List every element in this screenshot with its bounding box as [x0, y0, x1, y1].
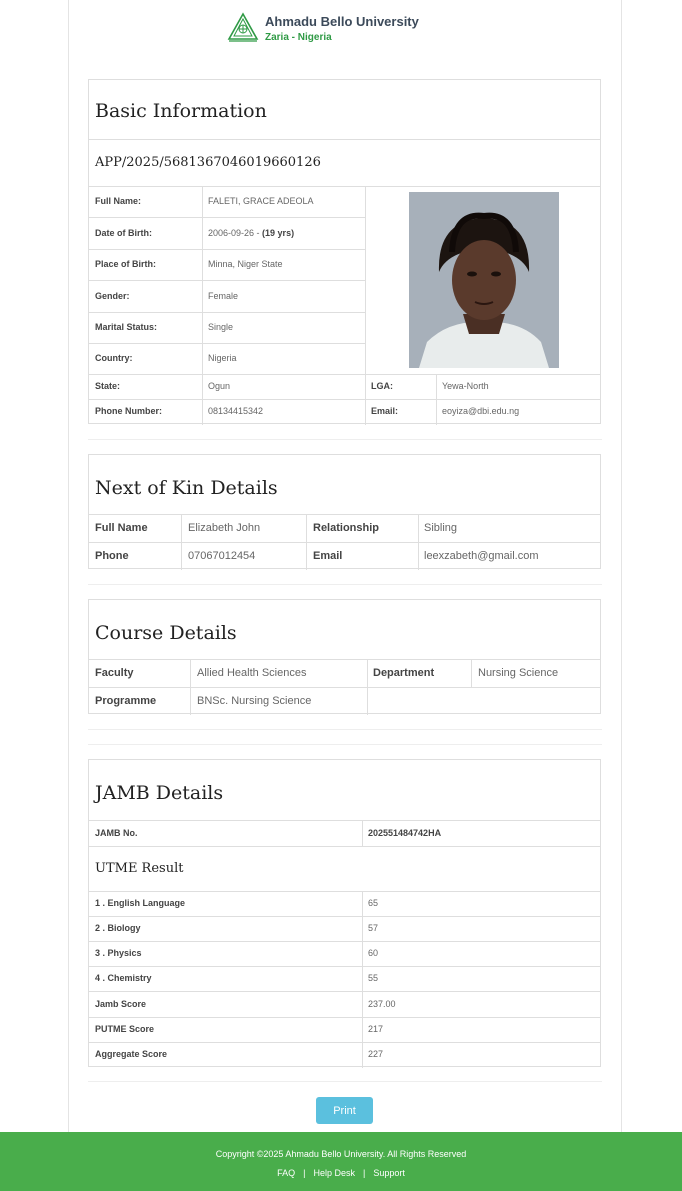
footer-divider: | — [363, 1168, 366, 1178]
kin-relationship-label: Relationship — [313, 522, 380, 534]
putme-score-label: PUTME Score — [95, 1024, 155, 1034]
jamb-no-label: JAMB No. — [95, 828, 138, 838]
country-label: Country: — [95, 353, 133, 363]
state-value: Ogun — [208, 381, 231, 391]
gender-value: Female — [208, 291, 239, 301]
dob-date: 2006-09-26 - — [208, 228, 263, 238]
university-logo-icon — [227, 12, 259, 42]
phone-number-label: Phone Number: — [95, 406, 163, 416]
place-of-birth-label: Place of Birth: — [95, 259, 157, 269]
footer-link-support[interactable]: Support — [373, 1168, 405, 1178]
kin-full-name-label: Full Name — [95, 522, 148, 534]
jamb-details-panel — [88, 759, 601, 1067]
course-details-panel — [88, 599, 601, 714]
utme-result-title: UTME Result — [95, 861, 184, 876]
state-label: State: — [95, 381, 121, 391]
dob-value — [208, 217, 294, 249]
faculty-label: Faculty — [95, 667, 134, 679]
kin-phone-label: Phone — [95, 550, 129, 562]
full-name-value: FALETI, GRACE ADEOLA — [208, 196, 314, 206]
gender-label: Gender: — [95, 291, 130, 301]
email-value: eoyiza@dbi.edu.ng — [442, 406, 520, 416]
footer-link-help-desk[interactable]: Help Desk — [313, 1168, 355, 1178]
programme-label: Programme — [95, 695, 157, 707]
jamb-score-value: 237.00 — [368, 999, 396, 1009]
footer-link-faq[interactable]: FAQ — [277, 1168, 296, 1178]
place-of-birth-value: Minna, Niger State — [208, 259, 283, 269]
department-label: Department — [373, 667, 435, 679]
jamb-score-label: Jamb Score — [95, 999, 147, 1009]
dob-age: (19 yrs) — [262, 228, 295, 238]
utme-subject-label: 4 . Chemistry — [95, 973, 152, 983]
application-number: APP/2025/5681367046019660126 — [95, 155, 321, 170]
utme-subject-score: 57 — [368, 923, 379, 933]
phone-number-value: 08134415342 — [208, 406, 264, 416]
lga-label: LGA: — [371, 381, 393, 391]
putme-score-value: 217 — [368, 1024, 384, 1034]
utme-subject-score: 60 — [368, 948, 379, 958]
kin-phone-value: 07067012454 — [188, 550, 256, 562]
utme-subject-label: 2 . Biology — [95, 923, 141, 933]
faculty-value: Allied Health Sciences — [197, 667, 307, 679]
print-button[interactable]: Print — [316, 1097, 373, 1124]
marital-status-value: Single — [208, 322, 234, 332]
country-value: Nigeria — [208, 353, 237, 363]
utme-subject-label: 3 . Physics — [95, 948, 142, 958]
university-name: Ahmadu Bello University — [265, 14, 419, 29]
aggregate-score-value: 227 — [368, 1049, 384, 1059]
course-details-title: Course Details — [89, 600, 600, 660]
email-label: Email: — [371, 406, 399, 416]
footer-links — [0, 1168, 682, 1178]
marital-status-label: Marital Status: — [95, 322, 158, 332]
kin-relationship-value: Sibling — [424, 522, 458, 534]
university-location: Zaria - Nigeria — [265, 32, 332, 43]
basic-information-panel — [88, 79, 601, 424]
jamb-details-title: JAMB Details — [89, 760, 600, 821]
full-name-label: Full Name: — [95, 196, 142, 206]
footer-divider: | — [303, 1168, 306, 1178]
jamb-no-value: 202551484742HA — [368, 828, 442, 838]
footer — [0, 1132, 682, 1191]
dob-label: Date of Birth: — [95, 228, 152, 238]
utme-subject-score: 65 — [368, 898, 379, 908]
utme-subject-score: 55 — [368, 973, 379, 983]
basic-information-title: Basic Information — [89, 80, 600, 140]
lga-value: Yewa-North — [442, 381, 489, 391]
utme-subject-label: 1 . English Language — [95, 898, 186, 908]
applicant-photo — [409, 192, 559, 368]
next-of-kin-panel — [88, 454, 601, 569]
aggregate-score-label: Aggregate Score — [95, 1049, 168, 1059]
kin-email-value: leexzabeth@gmail.com — [424, 550, 539, 562]
programme-value: BNSc. Nursing Science — [197, 695, 312, 707]
next-of-kin-title: Next of Kin Details — [89, 455, 600, 515]
kin-email-label: Email — [313, 550, 343, 562]
department-value: Nursing Science — [478, 667, 559, 679]
kin-full-name-value: Elizabeth John — [188, 522, 261, 534]
footer-copyright: Copyright ©2025 Ahmadu Bello University. All Rights Reserved — [215, 1149, 467, 1159]
